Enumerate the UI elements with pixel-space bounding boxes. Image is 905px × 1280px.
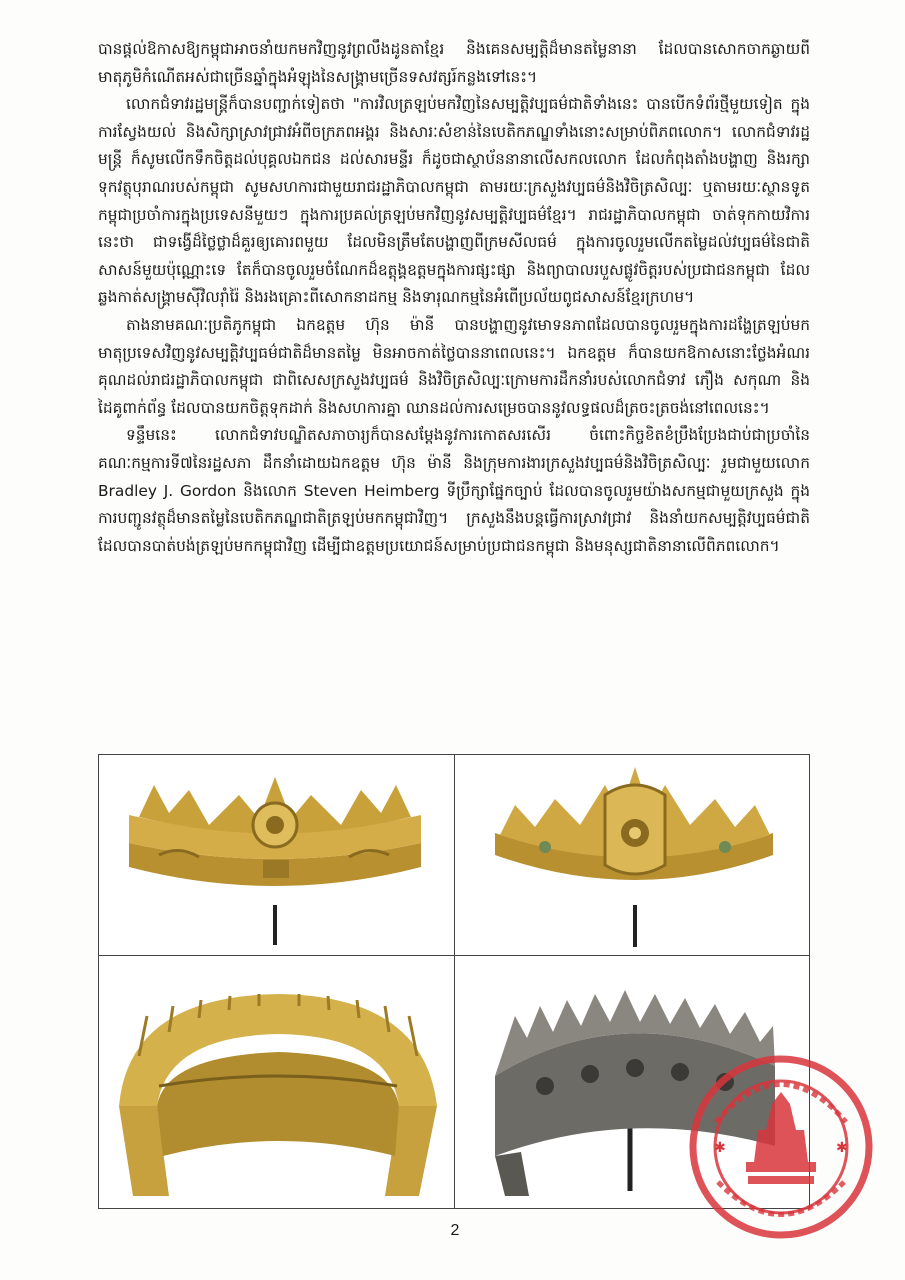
grid-divider-vertical xyxy=(454,754,455,1209)
gold-ribbed-headband-icon xyxy=(99,956,453,1208)
svg-text:✱: ✱ xyxy=(836,1140,848,1156)
gold-crown-side-icon xyxy=(455,755,809,954)
photo-gold-headband xyxy=(99,956,453,1208)
svg-text:✱: ✱ xyxy=(714,1140,726,1156)
photo-gold-crown-front xyxy=(99,755,453,954)
photo-gold-crown-side xyxy=(455,755,809,954)
paragraph-2: លោកជំទាវរដ្ឋមន្ត្រីក៏បានបញ្ជាក់ទៀតថា "ការវិលត្រឡប់មកវិញនៃសម្បត្តិវប្បធម៌ជាតិទាំងនេះ បានបើកទំព័រថ្មីមួយទៀត ក្នុងការស្វែងយល់ និងសិក្សាស្រាវជ្រាវអំពីចក្រភពអង្គរ និងសារៈសំខាន់នៃបេតិកភណ្ឌទាំងនោះសម្រាប់ពិភពលោក។ លោកជំទាវរដ្ឋមន្ត្រី ក៏សូមលើកទឹកចិត្តដល់បុគ្គលឯកជន ដល់សារមន្ទីរ ក៏ដូចជាស្ថាប័ននានាលើសកលលោក ដែលកំពុងតាំងបង្ហាញ និងរក្សាទុកវត្ថុបុរាណរបស់កម្ពុជា សូមសហការជាមួយរាជរដ្ឋាភិបាលកម្ពុជា តាមរយៈក្រសួងវប្បធម៌និងវិចិត្រសិល្បៈ ឬតាមរយៈស្ថានទូតកម្ពុជាប្រចាំការក្នុងប្រទេសនីមួយៗ ក្នុងការប្រគល់ត្រឡប់មកវិញនូវសម្បត្តិវប្បធម៌ខ្មែរ។ រាជរដ្ឋាភិបាលកម្ពុជា ចាត់ទុកកាយវិការនេះថា ជាទង្វើដ៏ថ្លៃថ្លាដ៏គួរឲ្យគោរពមួយ ដែលមិនត្រឹមតែបង្ហាញពីក្រមសីលធម៌ ក្នុងការចូលរួមលើកតម្លៃដល់វប្បធម៌នៃជាតិសាសន៍មួយប៉ុណ្ណោះទេ តែក៏បានចូលរួមចំណែកដ៏ឧត្តុង្គឧត្តមក្នុងការផ្សះផ្សា និងព្យាបាលរបួសផ្លូវចិត្តរបស់ប្រជាជនកម្ពុជា ដែលឆ្លងកាត់សង្គ្រាមស៊ីវិលរ៉ាំរ៉ៃ និងរងគ្រោះពីសោកនាដកម្ម និងទារុណកម្មនៃអំពើប្រល័យពូជសាសន៍ខ្មែរក្រហម។ xyxy=(98,95,810,307)
paragraph-1: បានផ្ដល់ឱកាសឱ្យកម្ពុជាអាចនាំយកមកវិញនូវព្រលឹងដូនតាខ្មែរ និងគេនសម្បត្តិដ៏មានតម្លៃនានា ដែលបានសោកចាកឆ្ងាយពីមាតុភូមិកំណើតអស់ជាច្រើនឆ្នាំក្នុងអំឡុងនៃសង្គ្រាមច្រើនទសវត្សរ៍កន្លងទៅនេះ។ xyxy=(98,40,810,86)
official-red-seal-icon xyxy=(686,1052,876,1242)
body-text xyxy=(98,36,810,560)
page-number: 2 xyxy=(450,1222,460,1239)
grid-divider-horizontal xyxy=(98,955,810,956)
paragraph-4: ទន្ទឹមនេះ លោកជំទាវបណ្ឌិតសភាចារ្យក៏បានសម្ដែងនូវការកោតសរសើរ ចំពោះកិច្ចខិតខំប្រឹងប្រែងជាប់ជាប្រចាំនៃគណៈកម្មការទី៧នៃរដ្ឋសភា ដឹកនាំដោយឯកឧត្តម ហ៊ុន ម៉ានី និងក្រុមការងារក្រសួងវប្បធម៌និងវិចិត្រសិល្បៈ រួមជាមួយលោក Bradley J. Gordon និងលោក Steven Heimberg ទីប្រឹក្សាផ្នែកច្បាប់ ដែលបានចូលរួមយ៉ាងសកម្មជាមួយក្រសួង ក្នុងការបញ្ជូនវត្ថុដ៏មានតម្លៃនៃបេតិកភណ្ឌជាតិត្រឡប់មកកម្ពុជាវិញ។ ក្រសួងនឹងបន្តធ្វើការស្រាវជ្រាវ និងនាំយកសម្បត្តិវប្បធម៌ជាតិដែលបានបាត់បង់ត្រឡប់មកកម្ពុជាវិញ ដើម្បីជាឧត្តមប្រយោជន៍សម្រាប់ប្រជាជនកម្ពុជា និងមនុស្សជាតិនានាលើពិភពលោក។ xyxy=(98,426,810,555)
paragraph-3: តាងនាមគណៈប្រតិភូកម្ពុជា ឯកឧត្តម ហ៊ុន ម៉ានី បានបង្ហាញនូវមោទនភាពដែលបានចូលរួមក្នុងការដង្ហែត្រឡប់មកមាតុប្រទេសវិញនូវសម្បត្តិវប្បធម៌ជាតិដ៏មានតម្លៃ មិនអាចកាត់ថ្លៃបាននាពេលនេះ។ ឯកឧត្តម ក៏បានយកឱកាសនោះថ្លែងអំណរគុណដល់រាជរដ្ឋាភិបាលកម្ពុជា ជាពិសេសក្រសួងវប្បធម៌ និងវិចិត្រសិល្បៈក្រោមការដឹកនាំរបស់លោកជំទាវ ភឿង សកុណា និងដៃគូពាក់ព័ន្ធ ដែលបានយកចិត្តទុកដាក់ និងសហការគ្នា ឈានដល់ការសម្រេចបាននូវលទ្ធផលដ៏ត្រចះត្រចង់នៅពេលនេះ។ xyxy=(98,315,810,417)
official-seal xyxy=(686,1052,876,1242)
gold-crown-front-icon xyxy=(99,755,453,954)
